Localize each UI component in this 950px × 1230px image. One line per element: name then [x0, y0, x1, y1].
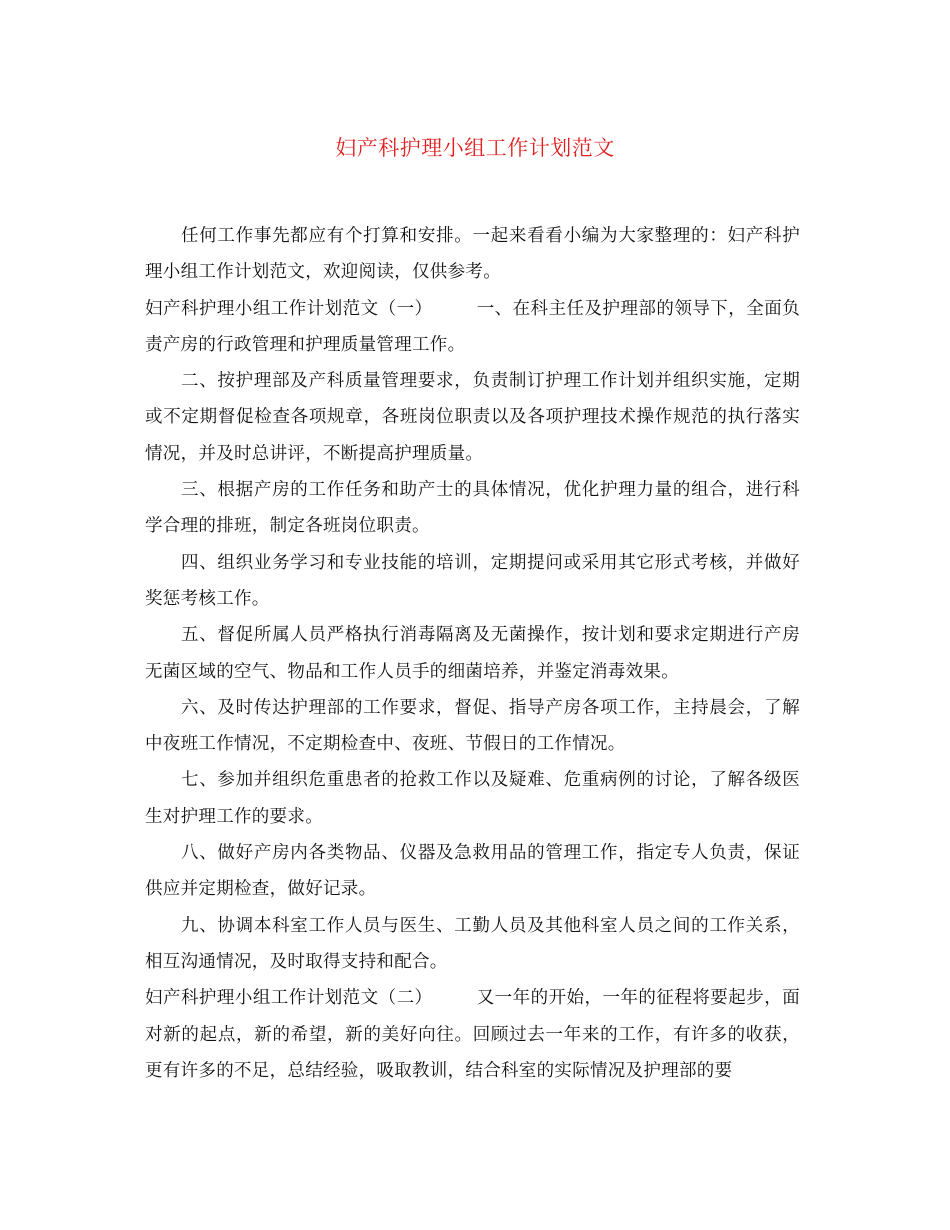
- document-body: [145, 218, 800, 1089]
- document-title: 妇产科护理小组工作计划范文: [335, 136, 615, 160]
- section1-item-2: 二、按护理部及产科质量管理要求，负责制订护理工作计划并组织实施，定期或不定期督促检查各项规章，各班岗位职责以及各项护理技术操作规范的执行落实情况，并及时总讲评，不断提高护理质量。: [145, 371, 800, 464]
- section2-text: 又一年的开始，一年的征程将要起步，面对新的起点，新的希望，新的美好向往。回顾过去一年来的工作，有许多的收获，更有许多的不足，总结经验，吸取教训，结合科室的实际情况及护理部的要: [145, 988, 800, 1081]
- section1-first-paragraph: [145, 291, 800, 364]
- section2-first-paragraph: [145, 980, 800, 1089]
- section1-item-5: 五、督促所属人员严格执行消毒隔离及无菌操作，按计划和要求定期进行产房无菌区域的空气、物品和工作人员手的细菌培养，并鉴定消毒效果。: [145, 625, 800, 682]
- section1-item-8: 八、做好产房内各类物品、仪器及急救用品的管理工作，指定专人负责，保证供应并定期检查，做好记录。: [145, 843, 800, 900]
- section1-heading: 妇产科护理小组工作计划范文（一）: [145, 298, 433, 319]
- section1-item-1: 一、在科主任及护理部的领导下，全面负责产房的行政管理和护理质量管理工作。: [145, 298, 800, 355]
- section1-item-3: 三、根据产房的工作任务和助产士的具体情况，优化护理力量的组合，进行科学合理的排班，制定各班岗位职责。: [145, 480, 800, 537]
- intro-paragraph: 任何工作事先都应有个打算和安排。一起来看看小编为大家整理的：妇产科护理小组工作计划范文，欢迎阅读，仅供参考。: [145, 226, 800, 283]
- section1-item-7: 七、参加并组织危重患者的抢救工作以及疑难、危重病例的讨论，了解各级医生对护理工作的要求。: [145, 770, 800, 827]
- section2-heading: 妇产科护理小组工作计划范文（二）: [145, 988, 433, 1009]
- section1-item-6: 六、及时传达护理部的工作要求，督促、指导产房各项工作，主持晨会，了解中夜班工作情况，不定期检查中、夜班、节假日的工作情况。: [145, 697, 800, 755]
- section1-item-4: 四、组织业务学习和专业技能的培训，定期提问或采用其它形式考核，并做好奖惩考核工作。: [145, 552, 800, 609]
- section1-item-9: 九、协调本科室工作人员与医生、工勤人员及其他科室人员之间的工作关系，相互沟通情况，及时取得支持和配合。: [145, 915, 800, 972]
